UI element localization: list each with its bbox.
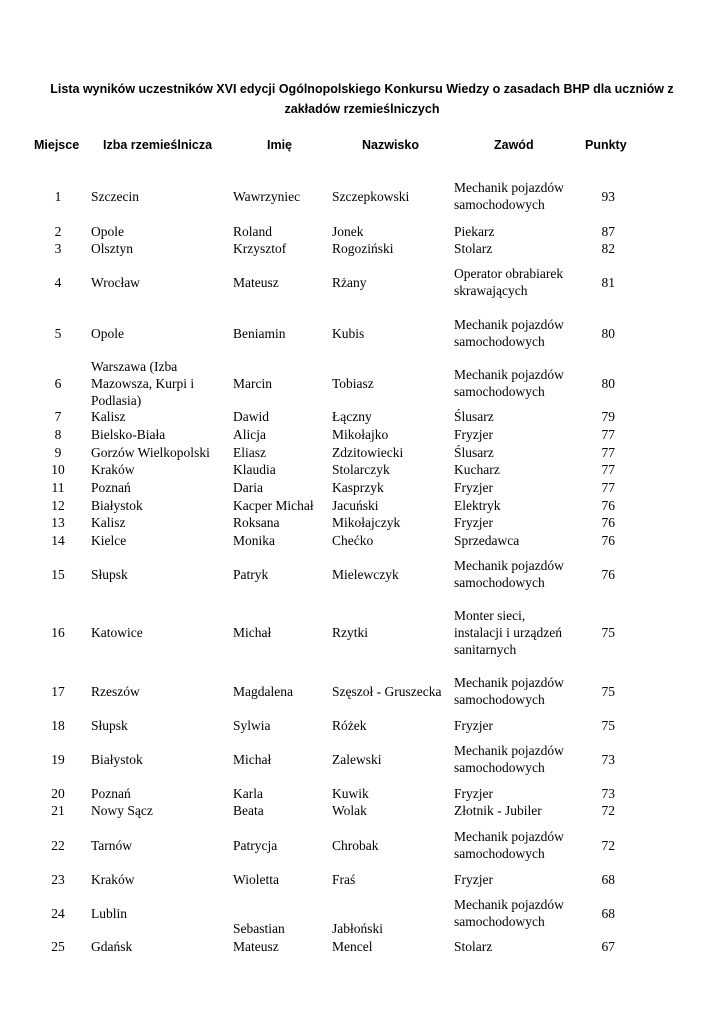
cell-points: 67 — [601, 938, 615, 954]
cell-profession: Elektryk — [454, 497, 501, 513]
document-title: Lista wyników uczestników XVI edycji Ogólnopolskiego Konkursu Wiedzy o zasadach BHP dla uczniów z zakładów rzemieślniczych — [50, 82, 674, 116]
cell-profession: Fryzjer — [454, 426, 493, 442]
cell-profession: Fryzjer — [454, 785, 493, 801]
cell-chamber: Olsztyn — [91, 240, 133, 256]
cell-chamber: Gorzów Wielkopolski — [91, 444, 210, 460]
header-first-name: Imię — [267, 138, 293, 152]
cell-chamber: Warszawa (Izba Mazowsza, Kurpi i Podlasia) — [91, 358, 195, 408]
cell-last-name: Różek — [332, 717, 367, 733]
cell-chamber: Słupsk — [91, 717, 128, 733]
cell-points: 77 — [601, 444, 615, 460]
cell-chamber: Kielce — [91, 532, 127, 548]
cell-points: 77 — [601, 479, 615, 495]
cell-first-name: Patrycja — [233, 837, 278, 853]
cell-place: 5 — [54, 325, 62, 341]
cell-points: 82 — [601, 240, 615, 256]
cell-place: 23 — [51, 871, 65, 887]
cell-first-name: Michał — [233, 751, 272, 767]
cell-place: 4 — [54, 274, 62, 290]
cell-points: 68 — [601, 905, 615, 921]
cell-last-name: Wolak — [332, 802, 367, 818]
cell-last-name: Jonek — [332, 223, 364, 239]
cell-chamber: Słupsk — [91, 566, 128, 582]
cell-points: 73 — [601, 785, 615, 801]
cell-points: 80 — [601, 325, 615, 341]
cell-profession: Mechanik pojazdów samochodowych — [454, 897, 564, 929]
cell-first-name: Klaudia — [233, 461, 276, 477]
cell-profession: Stolarz — [454, 938, 493, 954]
cell-last-name: Jabłoński — [332, 921, 384, 936]
cell-last-name: Chrobak — [332, 837, 379, 853]
cell-place: 21 — [51, 802, 65, 818]
cell-chamber: Białystok — [91, 751, 143, 767]
cell-points: 77 — [601, 461, 615, 477]
cell-first-name: Mateusz — [233, 938, 279, 954]
cell-first-name: Marcin — [233, 375, 272, 391]
cell-chamber: Nowy Sącz — [91, 802, 153, 818]
cell-first-name: Roksana — [233, 514, 280, 530]
cell-place: 2 — [54, 223, 62, 239]
cell-points: 73 — [601, 751, 615, 767]
cell-profession: Sprzedawca — [454, 532, 520, 548]
cell-last-name: Szęszoł - Gruszecka — [332, 683, 442, 699]
cell-first-name: Patryk — [233, 566, 269, 582]
cell-chamber: Białystok — [91, 497, 143, 513]
cell-last-name: Kuwik — [332, 785, 369, 801]
cell-profession: Mechanik pojazdów samochodowych — [454, 743, 564, 775]
cell-first-name: Dawid — [233, 408, 269, 424]
cell-last-name: Jacuński — [332, 497, 379, 513]
cell-first-name: Karla — [233, 785, 263, 801]
cell-points: 87 — [601, 223, 615, 239]
cell-points: 80 — [601, 375, 615, 391]
cell-last-name: Mikołajko — [332, 426, 389, 442]
cell-last-name: Mikołajczyk — [332, 514, 401, 530]
cell-first-name: Kacper Michał — [233, 497, 314, 513]
cell-first-name: Beata — [233, 802, 264, 818]
cell-place: 14 — [51, 532, 65, 548]
cell-points: 75 — [601, 717, 615, 733]
cell-chamber: Poznań — [91, 785, 131, 801]
cell-profession: Fryzjer — [454, 479, 493, 495]
cell-last-name: Kasprzyk — [332, 479, 384, 495]
cell-chamber: Rzeszów — [91, 683, 140, 699]
cell-points: 72 — [601, 802, 615, 818]
cell-first-name: Sylwia — [233, 717, 271, 733]
cell-place: 16 — [51, 624, 65, 640]
cell-first-name: Michał — [233, 624, 272, 640]
cell-last-name: Kubis — [332, 325, 365, 341]
cell-profession: Kucharz — [454, 461, 500, 477]
cell-first-name: Mateusz — [233, 274, 279, 290]
header-profession: Zawód — [494, 138, 534, 152]
cell-first-name: Alicja — [233, 426, 266, 442]
cell-profession: Fryzjer — [454, 871, 493, 887]
cell-first-name: Krzysztof — [233, 240, 287, 256]
cell-points: 93 — [601, 188, 615, 204]
cell-first-name: Sebastian — [233, 921, 285, 936]
cell-last-name: Rzytki — [332, 624, 368, 640]
cell-place: 13 — [51, 514, 65, 530]
cell-chamber: Poznań — [91, 479, 131, 495]
cell-profession: Stolarz — [454, 240, 493, 256]
cell-chamber: Opole — [91, 325, 124, 341]
cell-points: 75 — [601, 624, 615, 640]
cell-last-name: Szczepkowski — [332, 188, 410, 204]
cell-points: 68 — [601, 871, 615, 887]
cell-first-name: Roland — [233, 223, 272, 239]
cell-chamber: Gdańsk — [91, 938, 133, 954]
cell-place: 15 — [51, 566, 65, 582]
cell-profession: Fryzjer — [454, 717, 493, 733]
cell-place: 8 — [54, 426, 62, 442]
header-chamber: Izba rzemieślnicza — [103, 138, 213, 152]
cell-place: 19 — [51, 751, 65, 767]
cell-place: 3 — [54, 240, 62, 256]
cell-place: 17 — [51, 683, 65, 699]
cell-profession: Fryzjer — [454, 514, 493, 530]
cell-points: 76 — [601, 497, 615, 513]
cell-chamber: Opole — [91, 223, 124, 239]
header-place: Miejsce — [34, 138, 80, 152]
cell-last-name: Stolarczyk — [332, 461, 390, 477]
header-points: Punkty — [585, 138, 627, 152]
cell-chamber: Tarnów — [91, 837, 133, 853]
cell-points: 75 — [601, 683, 615, 699]
cell-place: 12 — [51, 497, 65, 513]
cell-chamber: Kraków — [91, 461, 135, 477]
cell-first-name: Daria — [233, 479, 263, 495]
cell-place: 9 — [54, 444, 62, 460]
cell-place: 11 — [51, 479, 65, 495]
cell-chamber: Kraków — [91, 871, 135, 887]
cell-chamber: Szczecin — [91, 188, 139, 204]
cell-place: 7 — [54, 408, 62, 424]
cell-place: 18 — [51, 717, 65, 733]
cell-profession: Ślusarz — [454, 444, 494, 460]
cell-profession: Złotnik - Jubiler — [454, 802, 542, 818]
cell-chamber: Bielsko-Biała — [91, 426, 166, 442]
cell-profession: Mechanik pojazdów samochodowych — [454, 367, 564, 399]
cell-profession: Mechanik pojazdów samochodowych — [454, 829, 564, 861]
cell-first-name: Wioletta — [233, 871, 279, 887]
cell-points: 79 — [601, 408, 615, 424]
cell-last-name: Zalewski — [332, 751, 382, 767]
header-last-name: Nazwisko — [362, 138, 419, 152]
cell-points: 81 — [601, 274, 615, 290]
cell-first-name: Beniamin — [233, 325, 286, 341]
cell-chamber: Katowice — [91, 624, 143, 640]
cell-chamber: Kalisz — [91, 514, 126, 530]
cell-points: 76 — [601, 566, 615, 582]
cell-chamber: Lublin — [91, 905, 127, 921]
cell-place: 24 — [51, 905, 65, 921]
cell-points: 72 — [601, 837, 615, 853]
cell-last-name: Zdzitowiecki — [332, 444, 404, 460]
cell-profession: Ślusarz — [454, 408, 494, 424]
cell-first-name: Magdalena — [233, 683, 293, 699]
cell-last-name: Fraś — [332, 871, 356, 887]
cell-profession: Monter sieci, instalacji i urządzeń sanitarnych — [454, 607, 562, 657]
cell-last-name: Chećko — [332, 532, 374, 548]
cell-last-name: Rogoziński — [332, 240, 394, 256]
cell-place: 25 — [51, 938, 65, 954]
cell-first-name: Eliasz — [233, 444, 266, 460]
cell-profession: Piekarz — [454, 223, 495, 239]
cell-place: 22 — [51, 837, 65, 853]
cell-chamber: Kalisz — [91, 408, 126, 424]
cell-last-name: Rżany — [332, 274, 367, 290]
cell-profession: Operator obrabiarek skrawających — [454, 266, 564, 298]
cell-last-name: Mencel — [332, 938, 373, 954]
cell-first-name: Monika — [233, 532, 275, 548]
cell-place: 20 — [51, 785, 65, 801]
cell-last-name: Mielewczyk — [332, 566, 399, 582]
cell-last-name: Tobiasz — [332, 375, 374, 391]
cell-place: 1 — [54, 188, 62, 204]
cell-chamber: Wrocław — [91, 274, 140, 290]
cell-profession: Mechanik pojazdów samochodowych — [454, 180, 564, 212]
cell-profession: Mechanik pojazdów samochodowych — [454, 317, 564, 349]
cell-points: 76 — [601, 514, 615, 530]
cell-last-name: Łączny — [332, 408, 372, 424]
cell-profession: Mechanik pojazdów samochodowych — [454, 675, 564, 707]
cell-points: 76 — [601, 532, 615, 548]
cell-first-name: Wawrzyniec — [233, 188, 301, 204]
cell-place: 6 — [54, 375, 62, 391]
cell-place: 10 — [51, 461, 65, 477]
cell-points: 77 — [601, 426, 615, 442]
cell-profession: Mechanik pojazdów samochodowych — [454, 558, 564, 590]
